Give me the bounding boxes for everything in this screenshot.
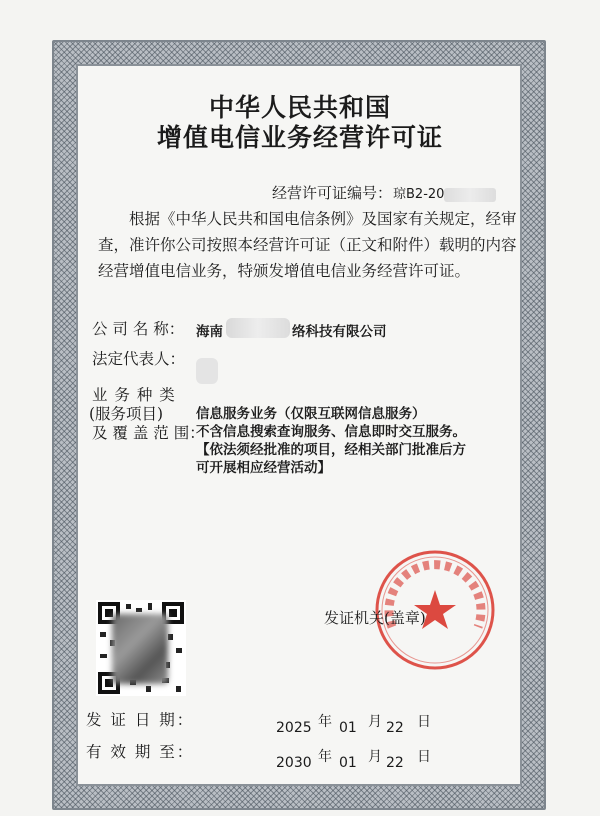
expiry-day: 22	[386, 755, 404, 771]
issue-year-char: 年	[318, 714, 332, 730]
issue-month: 01	[339, 720, 357, 736]
issue-date-label: 发 证 日 期：	[86, 711, 195, 729]
service-label-line2: (服务项目)	[89, 405, 164, 423]
license-number-label: 经营许可证编号：	[272, 184, 393, 202]
issue-day: 22	[386, 720, 404, 736]
company-name-suffix: 络科技有限公司	[292, 324, 387, 340]
title-line-2: 增值电信业务经营许可证	[156, 123, 443, 152]
redacted-block	[444, 188, 496, 202]
service-label-line3: 及 覆 盖 范 围：	[92, 424, 205, 442]
issue-day-char: 日	[417, 714, 431, 730]
redacted-qr-area	[112, 614, 168, 684]
service-line-4: 可开展相应经营活动】	[196, 460, 331, 476]
expiry-date-label: 有 效 期 至：	[86, 743, 195, 761]
company-name-label: 公 司 名 称：	[92, 320, 185, 338]
company-name-prefix: 海南	[196, 324, 223, 340]
title-line-1: 中华人民共和国	[208, 93, 391, 122]
redacted-legal-rep	[196, 358, 218, 384]
statement-paragraph: 根据《中华人民共和国电信条例》及国家有关规定，经审查，准许你公司按照本经营许可证（正文和附件）载明的内容经营增值电信业务，特颁发增值电信业务经营许可证。	[98, 210, 517, 280]
service-line-3: 【依法须经批准的项目，经相关部门批准后方	[196, 442, 466, 458]
expiry-year-char: 年	[318, 749, 332, 765]
service-line-1: 信息服务业务（仅限互联网信息服务）	[196, 406, 426, 422]
legal-rep-label: 法定代表人：	[92, 350, 186, 368]
service-label-line1: 业 务 种 类	[92, 386, 176, 404]
expiry-month: 01	[339, 755, 357, 771]
license-number-value	[393, 183, 496, 202]
issue-month-char: 月	[368, 714, 382, 730]
expiry-year: 2030	[276, 755, 312, 771]
redacted-company-name	[226, 318, 290, 338]
service-line-2: 不含信息搜索查询服务、信息即时交互服务。	[196, 424, 466, 440]
license-number-text: 琼B2-20	[393, 187, 445, 202]
expiry-month-char: 月	[368, 749, 382, 765]
issuer-label: 发证机关(盖章)	[324, 609, 426, 627]
issue-year: 2025	[276, 720, 312, 736]
expiry-day-char: 日	[417, 749, 431, 765]
